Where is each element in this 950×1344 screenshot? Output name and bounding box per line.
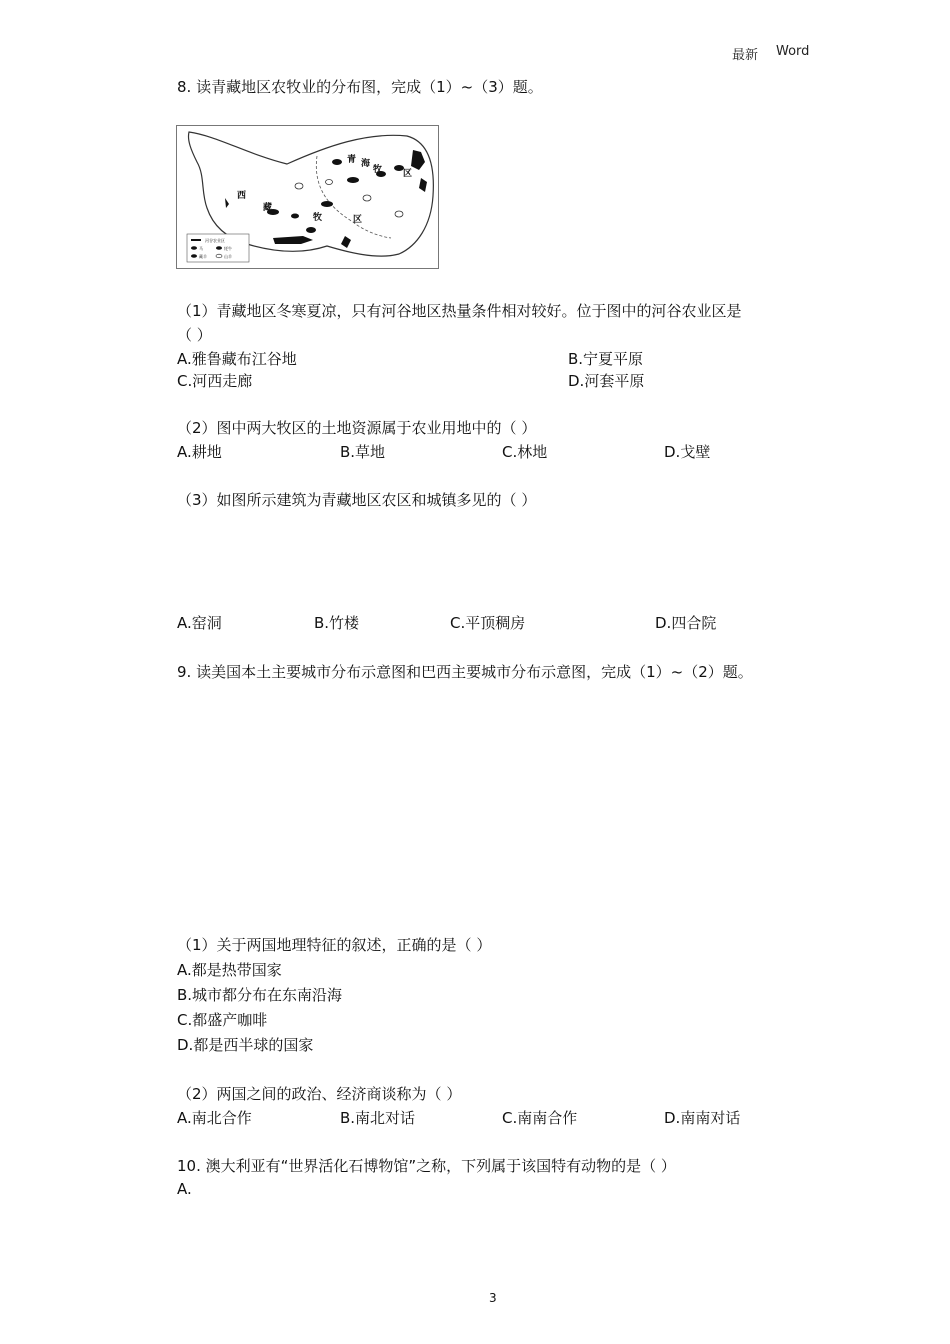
q8-sub1-option-c[interactable]: C.河西走廊 <box>177 372 253 390</box>
header-right: Word <box>776 44 810 59</box>
q8-sub3-stem: （3）如图所示建筑为青藏地区农区和城镇多见的（ ） <box>177 491 537 509</box>
map-label-qu2: 区 <box>353 215 363 225</box>
q8-sub2-option-d[interactable]: D.戈壁 <box>664 443 711 461</box>
q9-sub2-option-a[interactable]: A.南北合作 <box>177 1109 252 1127</box>
q9-sub1-option-a[interactable]: A.都是热带国家 <box>177 961 282 979</box>
q8-sub1-option-b[interactable]: B.宁夏平原 <box>568 350 644 368</box>
map-label-mu1: 牧 <box>373 165 383 175</box>
q10-stem: 10. 澳大利亚有“世界活化石博物馆”之称，下列属于该国特有动物的是（ ） <box>177 1157 676 1175</box>
q10-option-a[interactable]: A. <box>177 1180 192 1198</box>
q9-sub1-option-b[interactable]: B.城市都分布在东南沿海 <box>177 986 343 1004</box>
q8-sub1-stem-line1: （1）青藏地区冬寒夏凉，只有河谷地区热量条件相对较好。位于图中的河谷农业区是 <box>177 302 742 320</box>
q8-sub1-option-d[interactable]: D.河套平原 <box>568 372 645 390</box>
q9-sub2-option-b[interactable]: B.南北对话 <box>340 1109 416 1127</box>
q9-stem: 9. 读美国本土主要城市分布示意图和巴西主要城市分布示意图，完成（1）~（2）题。 <box>177 663 753 681</box>
map-label-zang: 藏 <box>263 203 273 213</box>
map-label-hai: 海 <box>361 159 371 169</box>
q9-sub1-option-d[interactable]: D.都是西半球的国家 <box>177 1036 314 1054</box>
legend-yak: 牦牛 <box>224 246 232 251</box>
q8-sub2-stem: （2）图中两大牧区的土地资源属于农业用地中的（ ） <box>177 419 537 437</box>
q9-sub2-option-d[interactable]: D.南南对话 <box>664 1109 741 1127</box>
q8-sub2-option-b[interactable]: B.草地 <box>340 443 386 461</box>
q8-sub3-option-a[interactable]: A.窑洞 <box>177 614 222 632</box>
legend-goat: 山羊 <box>224 254 232 259</box>
q9-sub2-option-c[interactable]: C.南南合作 <box>502 1109 578 1127</box>
q8-sub3-option-b[interactable]: B.竹楼 <box>314 614 360 632</box>
q8-sub2-option-a[interactable]: A.耕地 <box>177 443 222 461</box>
q8-sub2-option-c[interactable]: C.林地 <box>502 443 548 461</box>
q9-sub1-stem: （1）关于两国地理特征的叙述，正确的是（ ） <box>177 936 492 954</box>
legend-horse: 马 <box>199 246 203 251</box>
q8-sub3-option-c[interactable]: C.平顶稠房 <box>450 614 526 632</box>
header-left: 最新 <box>732 48 759 63</box>
map-label-qu1: 区 <box>403 169 413 179</box>
q8-stem: 8. 读青藏地区农牧业的分布图，完成（1）~（3）题。 <box>177 78 543 96</box>
map-label-mu2: 牧 <box>313 213 323 223</box>
legend-valley-agri: 河谷农业区 <box>205 238 225 243</box>
map-label-qing: 青 <box>347 155 357 165</box>
q9-sub1-option-c[interactable]: C.都盛产咖啡 <box>177 1011 268 1029</box>
page-number: 3 <box>489 1291 497 1305</box>
legend-tibetan-sheep: 藏羊 <box>199 254 207 259</box>
q9-sub2-stem: （2）两国之间的政治、经济商谈称为（ ） <box>177 1085 462 1103</box>
q8-sub1-stem-line2: （ ） <box>177 326 212 344</box>
q8-sub3-option-d[interactable]: D.四合院 <box>655 614 717 632</box>
q8-sub1-option-a[interactable]: A.雅鲁藏布江谷地 <box>177 350 297 368</box>
map-label-xi: 西 <box>237 191 247 201</box>
qingzang-agriculture-map <box>176 125 439 269</box>
